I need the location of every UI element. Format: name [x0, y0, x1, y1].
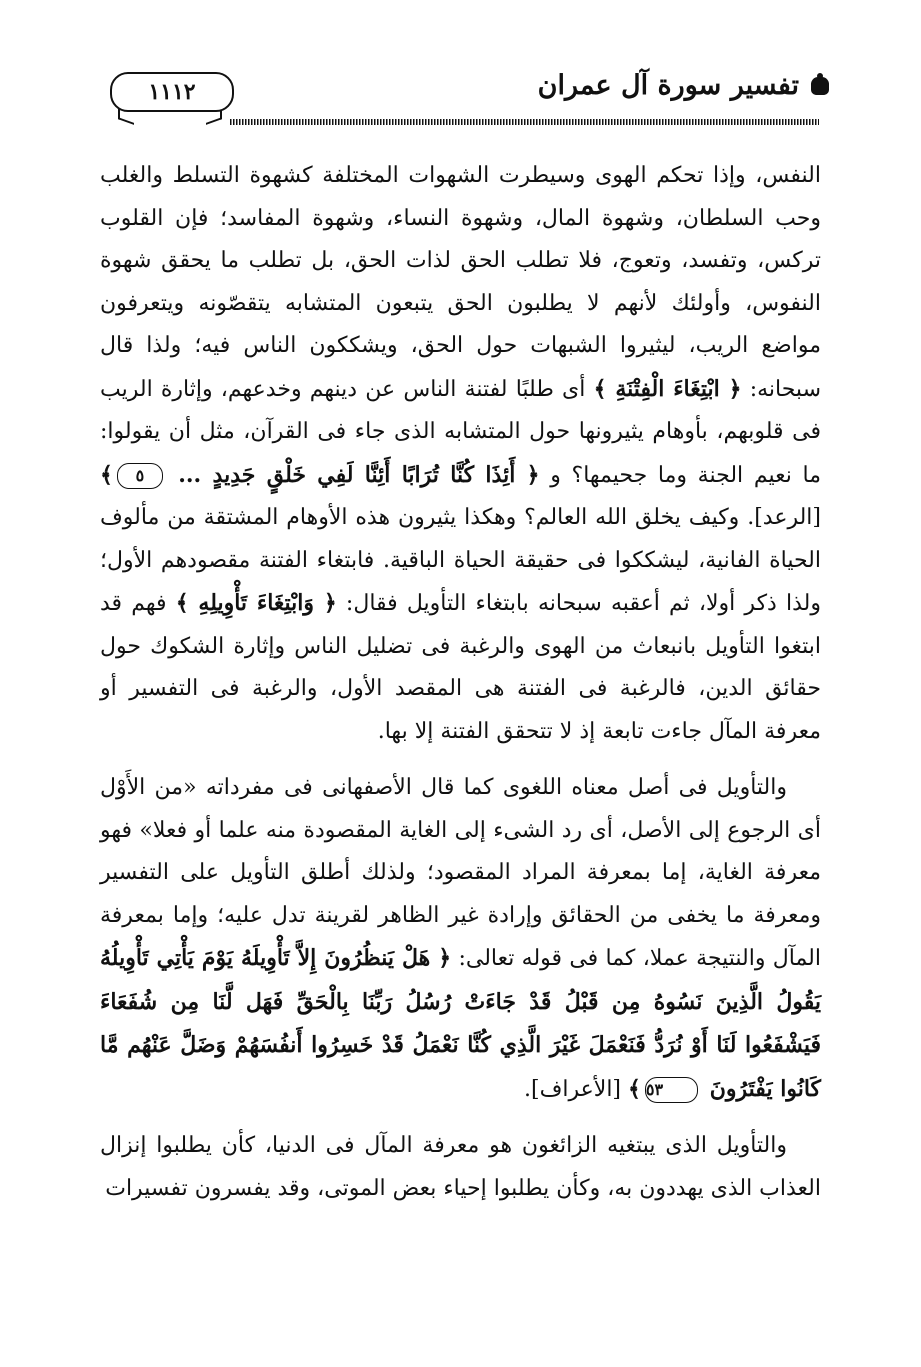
quran-verse: ﴾	[100, 461, 113, 488]
paragraph-text: [الأعراف].	[524, 1076, 629, 1102]
page-header	[110, 60, 831, 120]
running-title	[538, 70, 831, 101]
body-text	[100, 155, 821, 1210]
paragraph-text: أى طلبًا لفتنة الناس عن دينهم وخدعهم، وإثارة الريب فى قلوبهم، بأوهام يثيرونها حول المتشابه الذى جاء فى القرآن، مثل أن يقولوا: ما نعيم الجنة وما جحيمها؟ و	[100, 376, 821, 488]
ayah-number-mark: ٥٣	[645, 1077, 698, 1103]
quran-verse: ﴿ ابْتِغَاءَ الْفِتْنَةِ ﴾	[593, 375, 742, 402]
ornament-icon	[809, 75, 831, 97]
paragraph-text: [الرعد]. وكيف يخلق الله العالم؟ وهكذا يثيرون هذه الأوهام المشتقة من مألوف الحياة الفانية، ليشككوا فى حقيقة الحياة الباقية. فابتغاء الفتنة مقصودهم الأول؛ ولذا ذكر أولا، ثم أعقبه سبحانه بابتغاء التأويل فقال:	[100, 505, 821, 616]
paragraph	[100, 1125, 821, 1210]
paragraph-text: النفس، وإذا تحكم الهوى وسيطرت الشهوات المختلفة كشهوة التسلط والغلب وحب السلطان، وشهوة المال، وشهوة النساء، وشهوة المفاسد؛ فإن القلوب تركس، وتفسد، وتعوج، فلا تطلب الحق لذات الحق، بل تطلب ما يحقق شهوة النفوس، وأولئك لأنهم لا يطلبون الحق يتبعون المتشابه يتقصّونه ويتعرفون مواضع الريب، ليثيروا الشبهات حول الحق، ويشككون الناس فيه؛ ولذا قال سبحانه:	[100, 163, 822, 402]
paragraph	[100, 155, 821, 753]
quran-verse: ﴿ وَابْتِغَاءَ تَأْوِيلِهِ ﴾	[175, 590, 337, 616]
ayah-number-mark: ٥	[117, 463, 163, 489]
page-number-badge: ١١١٢	[110, 72, 234, 112]
running-title-text: تفسير سورة آل عمران	[537, 70, 799, 101]
quran-verse: ﴾	[628, 1075, 641, 1102]
paragraph-text: فهم قد ابتغوا التأويل بانبعاث من الهوى والرغبة فى تضليل الناس وإثارة الشكوك حول حقائق الدين، فالرغبة فى الفتنة هى المقصد الأول، والرغبة فى التفسير أو معرفة المآل جاءت تابعة إذ لا تتحقق الفتنة إلا بها.	[100, 591, 821, 744]
quran-verse: ﴿ هَلْ يَنظُرُونَ إِلاَّ تَأْوِيلَهُ يَوْمَ يَأْتِي تَأْوِيلُهُ يَقُولُ الَّذِينَ نَسُوهُ مِن قَبْلُ قَدْ جَاءَتْ رُسُلُ رَبِّنَا بِالْحَقِّ فَهَل لَّنَا مِن شُفَعَاءَ فَيَشْفَعُوا لَنَا أَوْ نُرَدُّ فَنَعْمَلَ غَيْرَ الَّذِي كُنَّا نَعْمَلُ قَدْ خَسِرُوا أَنفُسَهُمْ وَضَلَّ عَنْهُم مَّا كَانُوا يَفْتَرُونَ	[100, 945, 821, 1102]
paragraph	[100, 767, 821, 1111]
paragraph-text: والتأويل فى أصل معناه اللغوى كما قال الأصفهانى فى مفرداته «من الأَوْل أى الرجوع إلى الأصل، أى رد الشىء إلى الغاية المقصودة منه علما أو فعلا» فهو معرفة الغاية، إما بمعرفة المراد المقصود؛ ولذلك أطلق التأويل على التفسير ومعرفة ما يخفى من الحقائق وإرادة غير الظاهر لقرينة تدل عليه؛ وإما بمعرفة المآل والنتيجة عملا، كما فى قوله تعالى:	[100, 775, 822, 971]
quran-verse: ﴿ أَئِذَا كُنَّا تُرَابًا أَئِنَّا لَفِي خَلْقٍ جَدِيدٍ ...	[166, 461, 540, 488]
header-rule	[230, 119, 819, 125]
paragraph-text: والتأويل الذى يبتغيه الزائغون هو معرفة المآل فى الدنيا، كأن يطلبوا إنزال العذاب الذى يهددون به، وكأن يطلبوا إحياء بعض الموتى، وقد يفسرون تفسيرات	[100, 1133, 821, 1201]
